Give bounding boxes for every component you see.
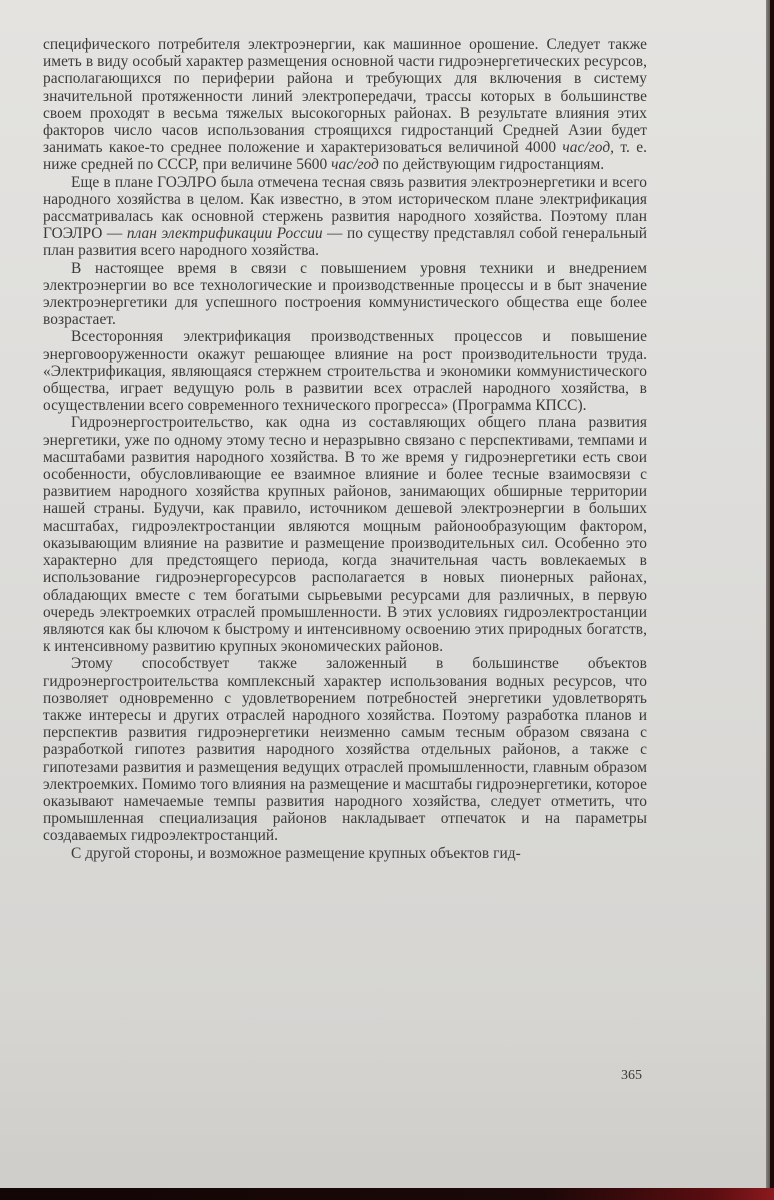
text-segment: Гидроэнергостроительство, как одна из составляющих общего плана развития энергетики, уже по одному этому тесно и неразрывно связано с перспективами, темпами и масштабами развития народного хозяйства. В то же время у гидроэнергетики есть свои особенности, обусловливающие ее взаимное влияние и более тесные взаимосвязи с развитием народного хозяйства крупных районов, занимающих обширные территории нашей страны. Будучи, как правило, источником дешевой электроэнергии в больших масштабах, гидроэлектростанции являются мощным районообразующим фактором, оказывающим влияние на развитие и размещение производительных сил. Особенно это характерно для предстоящего периода, когда значительная часть вовлекаемых в использование гидроэнергоресурсов располагается в новых пионерных районах, обладающих вместе с тем богатыми сырьевыми ресурсами для различных, в первую очередь электроемких отраслей промышленности. В этих условиях гидроэлектростанции являются как бы ключом к быстрому и интенсивному освоению этих природных богатств, к интенсивному развитию крупных экономических районов.: [43, 414, 647, 656]
paragraph-4: [43, 328, 647, 414]
body-text: [43, 36, 647, 862]
text-segment: В настоящее время в связи с повышением уровня техники и внедрением электроэнергии во все технологические и производственные процессы и в быт значение электроэнергетики для успешного построения коммунистического общества еще более возрастает.: [43, 259, 647, 329]
italic-title: план электрификации России: [126, 225, 323, 243]
page-number: 365: [621, 1068, 642, 1083]
text-segment: по действующим гидростанциям.: [378, 156, 605, 174]
paragraph-2: [43, 174, 647, 260]
paragraph-5: [43, 414, 647, 655]
page-edge-shadow: [766, 0, 770, 1188]
text-segment: Всесторонняя электрификация производственных процессов и повышение энерговооруженности окажут решающее влияние на рост производительности труда. «Электрификация, являющаяся стержнем строительства и экономики коммунистического общества, играет ведущую роль в развитии всех отраслей народного хозяйства, в осуществлении всего современного технического прогресса» (Программа КПСС).: [43, 328, 647, 415]
background-surface: [0, 1188, 774, 1200]
paragraph-6: [43, 655, 647, 844]
paragraph-1: [43, 36, 647, 174]
text-segment: С другой стороны, и возможное размещение крупных объектов гид-: [71, 844, 521, 862]
italic-unit: час/год: [331, 156, 379, 174]
paragraph-3: [43, 260, 647, 329]
text-segment: т. е. ниже средней по СССР, при величине 5600: [43, 139, 647, 174]
text-segment: Еще в плане ГОЭЛРО была отмечена тесная связь развития электроэнергетики и всего народного хозяйства в целом. Как известно, в этом историческом плане электрификация рассматривалась как основной стержень развития народного хозяйства. Поэтому план ГОЭЛРО —: [43, 173, 647, 243]
text-segment: — по существу представлял собой генеральный план развития всего народного хозяйства.: [43, 225, 647, 260]
paragraph-7: [43, 845, 647, 862]
text-segment: Этому способствует также заложенный в большинстве объектов гидроэнергостроительства комплексный характер использования водных ресурсов, что позволяет одновременно с удовлетворением потребностей энергетики удовлетворять также интересы и других отраслей народного хозяйства. Поэтому разработка планов и перспектив развития гидроэнергетики неизменно самым тесным образом связана с разработкой гипотез развития народного хозяйства отдельных районов, а также с гипотезами развития и размещения ведущих отраслей промышленности, главным образом электроемких. Помимо того влияния на размещение и масштабы гидроэнергетики, которое оказывают намечаемые темпы развития народного хозяйства, следует отметить, что промышленная специализация районов накладывает отпечаток и на параметры создаваемых гидроэлектростанций.: [43, 655, 647, 845]
italic-unit: час/год,: [562, 139, 615, 157]
text-segment: специфического потребителя электроэнергии, как машинное орошение. Следует также иметь в виду особый характер размещения основной части гидроэнергетических ресурсов, располагающихся по периферии района и требующих для включения в систему значительной протяженности линий электропередачи, трассы которых в большинстве своем проходят в весьма тяжелых высокогорных районах. В результате влияния этих факторов число часов использования строящихся гидростанций Средней Азии будет занимать какое-то среднее положение и характеризоваться величиной 4000: [43, 36, 647, 157]
